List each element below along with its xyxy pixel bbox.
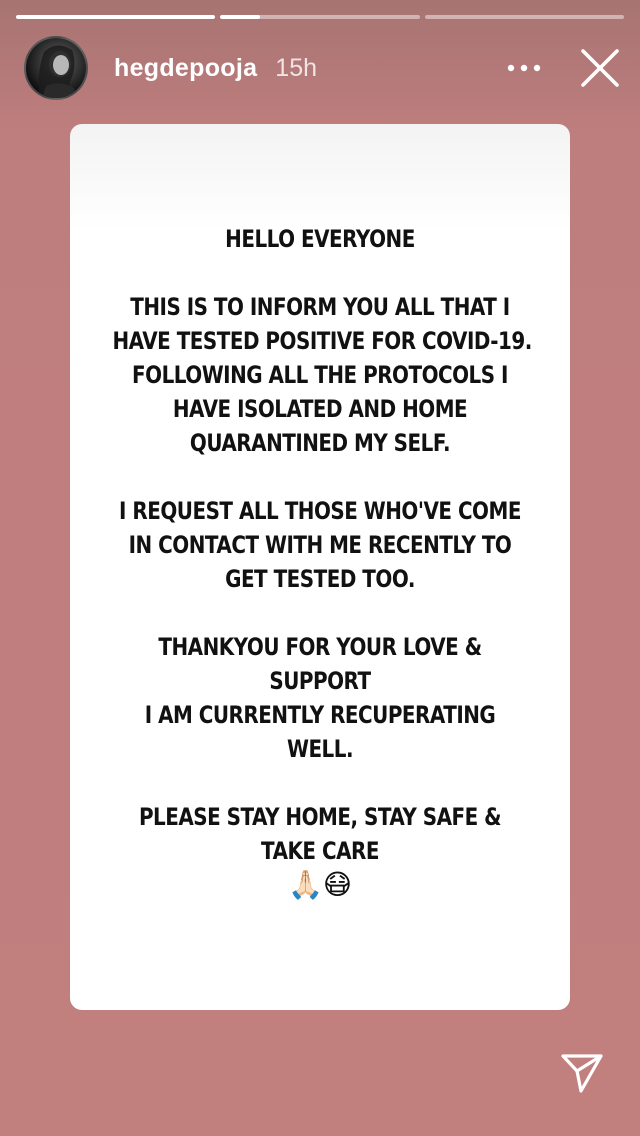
text-line: I REQUEST ALL THOSE WHO'VE COME [119,497,521,525]
more-options-icon[interactable] [504,48,544,88]
text-line: FOLLOWING ALL THE PROTOCOLS I [132,361,508,389]
text-line: SUPPORT [269,667,371,695]
message-paragraph-3 [113,630,528,766]
text-line: THIS IS TO INFORM YOU ALL THAT I [130,293,510,321]
username[interactable]: hegdepooja [114,53,258,82]
avatar[interactable] [24,36,88,100]
progress-segment-3 [425,15,624,19]
send-direct-icon[interactable] [560,1052,604,1094]
message-greeting: HELLO EVERYONE [225,225,415,253]
text-line: QUARANTINED MY SELF. [189,429,451,457]
emoji-line: 🙏🏻😷 [287,868,353,901]
text-line: HAVE ISOLATED AND HOME [172,395,468,423]
text-line: GET TESTED TOO. [225,565,415,593]
progress-segment-1 [16,15,215,19]
story-timestamp: 15h [275,53,318,82]
story-text-card [70,124,570,1010]
text-line: PLEASE STAY HOME, STAY SAFE & [138,803,502,831]
text-line: HAVE TESTED POSITIVE FOR COVID-19. [112,327,532,355]
story-progress-bar [16,15,624,19]
message-paragraph-2 [113,494,528,596]
message-paragraph-4 [113,800,528,868]
text-line: THANKYOU FOR YOUR LOVE & [158,633,482,661]
text-line: I AM CURRENTLY RECUPERATING [144,701,496,729]
story-header [24,36,622,100]
text-line: IN CONTACT WITH ME RECENTLY TO [128,531,512,559]
text-line: WELL. [286,735,354,763]
progress-segment-2 [220,15,419,19]
text-line: TAKE CARE [261,837,379,865]
message-paragraph-1 [112,290,532,460]
close-icon[interactable] [578,46,622,90]
